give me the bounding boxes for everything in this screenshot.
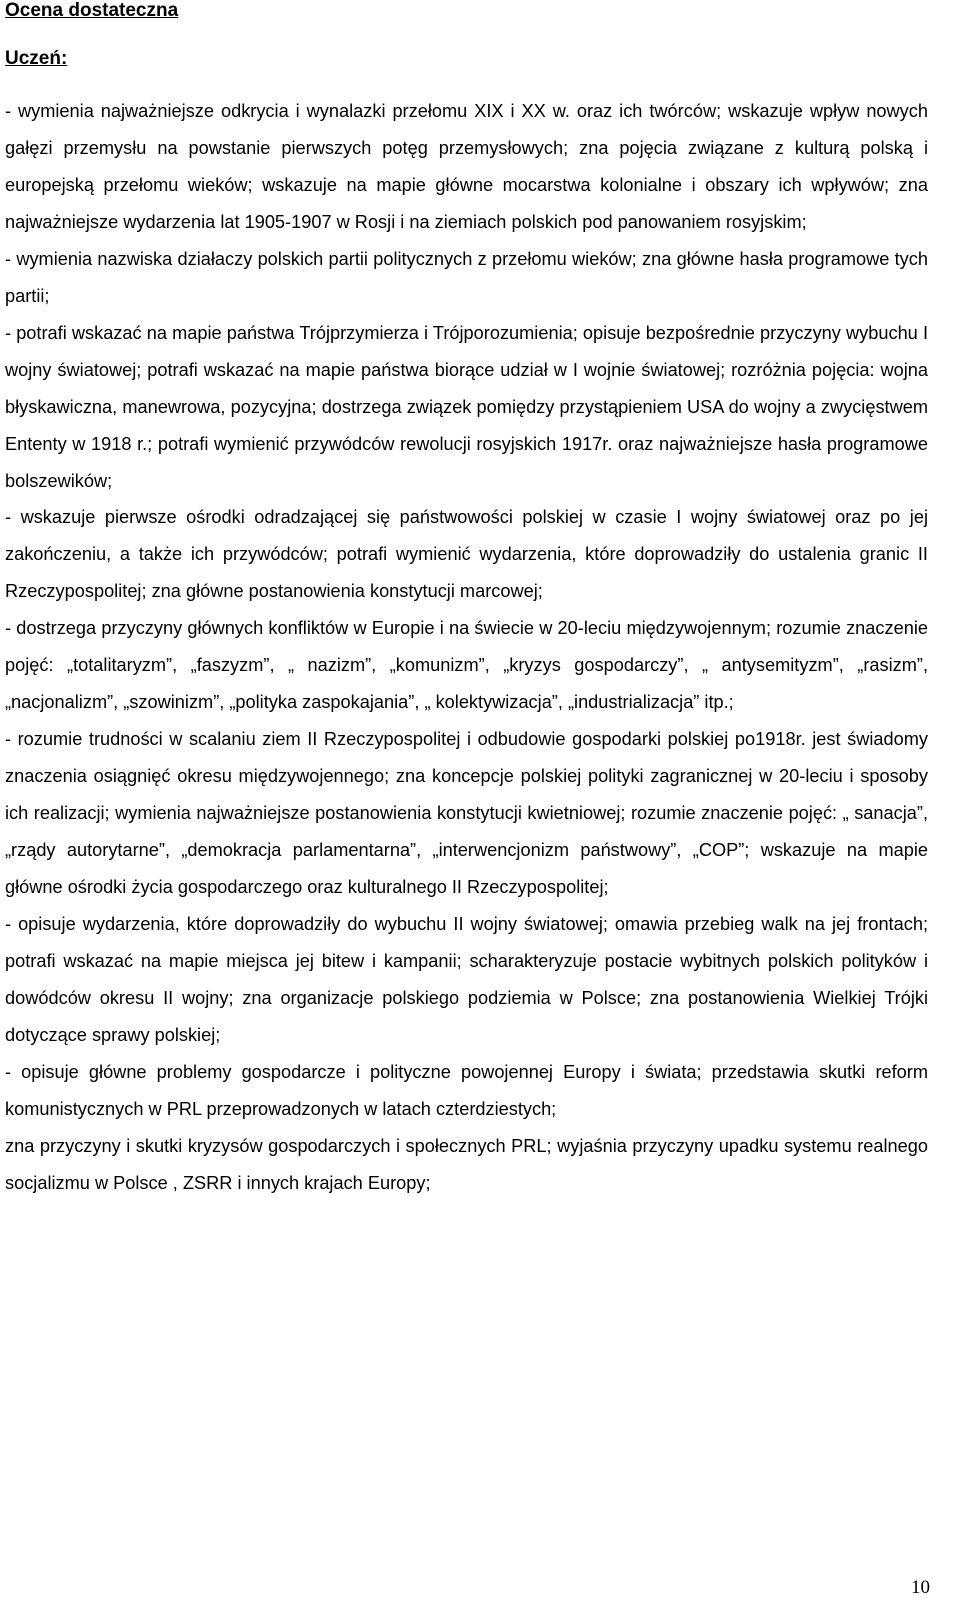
requirement-paragraph: - opisuje główne problemy gospodarcze i polityczne powojennej Europy i świata; przedstawia skutki reform komunistycznych w PRL przeprowadzonych w latach czterdziestych; <box>5 1061 928 1119</box>
requirement-paragraph: - dostrzega przyczyny głównych konfliktów w Europie i na świecie w 20-leciu międzywojennym; rozumie znaczenie pojęć: „totalitaryzm”, „faszyzm”, „ nazizm”, „komunizm”, „kryzys gospodarczy”, „ antysemityzm”, „rasizm”, „nacjonalizm”, „szowinizm”, „polityka zaspokajania”, „ kolektywizacja”, „industrializacja” itp.; <box>5 618 928 713</box>
requirement-paragraph: - wskazuje pierwsze ośrodki odradzającej się państwowości polskiej w czasie I wojny światowej oraz po jej zakończeniu, a także ich przywódców; potrafi wymienić wydarzenia, które doprowadziły do ustalenia granic II Rzeczypospolitej; zna główne postanowienia konstytucji marcowej; <box>5 507 928 602</box>
requirement-paragraph: - rozumie trudności w scalaniu ziem II Rzeczypospolitej i odbudowie gospodarki polskiej po1918r. jest świadomy znaczenia osiągnięć okresu międzywojennego; zna koncepcje polskiej polityki zagranicznej w 20-leciu i sposoby ich realizacji; wymienia najważniejsze postanowienia konstytucji kwietniowej; rozumie znaczenie pojęć: „ sanacja”, „rządy autorytarne”, „demokracja parlamentarna”, „interwencjonizm państwowy”, „COP”; wskazuje na mapie główne ośrodki życia gospodarczego oraz kulturalnego II Rzeczypospolitej; <box>5 729 928 898</box>
requirement-paragraph: - opisuje wydarzenia, które doprowadziły do wybuchu II wojny światowej; omawia przebieg walk na jej frontach; potrafi wskazać na mapie miejsca jej bitew i kampanii; scharakteryzuje postacie wybitnych polskich polityków i dowódców okresu II wojny; zna organizacje polskiego podziemia w Polsce; zna postanowienia Wielkiej Trójki dotyczące sprawy polskiej; <box>5 913 928 1045</box>
requirement-paragraph: - wymienia nazwiska działaczy polskich partii politycznych z przełomu wieków; zna główne hasła programowe tych partii; <box>5 248 928 306</box>
student-label: Uczeń: <box>5 48 68 69</box>
requirement-paragraph: zna przyczyny i skutki kryzysów gospodarczych i społecznych PRL; wyjaśnia przyczyny upadku systemu realnego socjalizmu w Polsce , ZSRR i innych krajach Europy; <box>5 1135 928 1193</box>
grade-heading: Ocena dostateczna <box>5 0 179 21</box>
requirement-paragraph: - wymienia najważniejsze odkrycia i wynalazki przełomu XIX i XX w. oraz ich twórców; wskazuje wpływ nowych gałęzi przemysłu na powstanie pierwszych potęg przemysłowych; zna pojęcia związane z kulturą polską i europejską przełomu wieków; wskazuje na mapie główne mocarstwa kolonialne i obszary ich wpływów; zna najważniejsze wydarzenia lat 1905-1907 w Rosji i na ziemiach polskich pod panowaniem rosyjskim; <box>5 101 928 232</box>
requirement-paragraph: - potrafi wskazać na mapie państwa Trójprzymierza i Trójporozumienia; opisuje bezpośrednie przyczyny wybuchu I wojny światowej; potrafi wskazać na mapie państwa biorące udział w I wojnie światowej; rozróżnia pojęcia: wojna błyskawiczna, manewrowa, pozycyjna; dostrzega związek pomiędzy przystąpieniem USA do wojny a zwycięstwem Ententy w 1918 r.; potrafi wymienić przywódców rewolucji rosyjskich 1917r. oraz najważniejsze hasła programowe bolszewików; <box>5 322 928 491</box>
page-number: 10 <box>911 1577 930 1598</box>
requirements-list <box>5 93 928 1202</box>
